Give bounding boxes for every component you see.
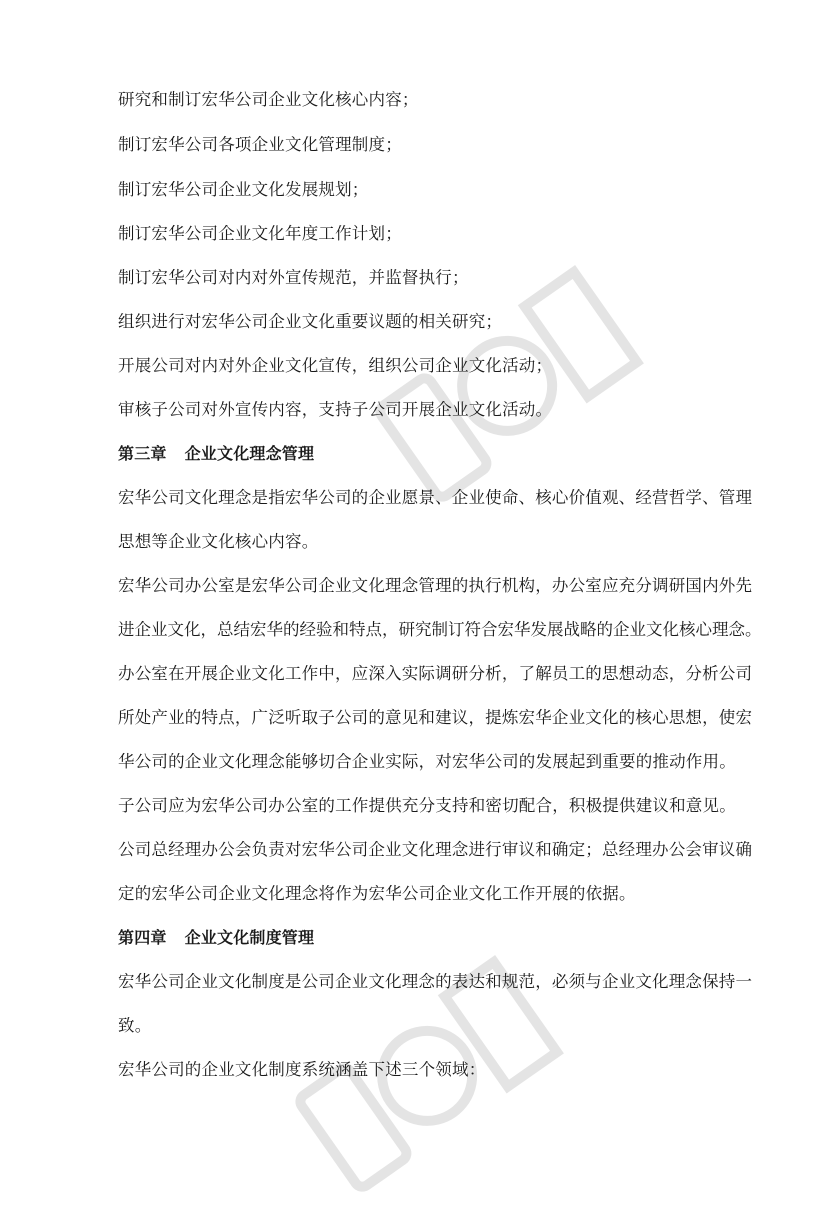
chapter-number: 第四章 [118,928,167,947]
list-item: 研究和制订宏华公司企业文化核心内容； [118,90,419,109]
list-item: 制订宏华公司对内对外宣传规范，并监督执行； [118,268,469,287]
list-item: 制订宏华公司各项企业文化管理制度； [118,135,402,154]
paragraph-line: 宏华公司办公室是宏华公司企业文化理念管理的执行机构，办公室应充分调研国内外先 [118,576,752,595]
paragraph-line: 宏华公司文化理念是指宏华公司的企业愿景、企业使命、核心价值观、经营哲学、管理 [118,488,752,507]
list-item: 审核子公司对外宣传内容，支持子公司开展企业文化活动。 [118,400,553,419]
paragraph-line: 办公室在开展企业文化工作中，应深入实际调研分析，了解员工的思想动态，分析公司 [118,664,752,683]
paragraph-line: 宏华公司企业文化制度是公司企业文化理念的表达和规范，必须与企业文化理念保持一 [118,972,752,991]
chapter-4-heading [118,928,314,948]
chapter-title: 企业文化理念管理 [184,444,315,463]
paragraph-line: 公司总经理办公会负责对宏华公司企业文化理念进行审议和确定；总经理办公会审议确 [118,840,752,859]
paragraph-line: 致。 [118,1016,152,1035]
paragraph-line: 宏华公司的企业文化制度系统涵盖下述三个领域： [118,1060,486,1079]
paragraph-line: 所处产业的特点，广泛听取子公司的意见和建议，提炼宏华企业文化的核心思想，使宏 [118,708,752,727]
paragraph-line: 定的宏华公司企业文化理念将作为宏华公司企业文化工作开展的依据。 [118,884,636,903]
list-item: 开展公司对内对外企业文化宣传，组织公司企业文化活动； [118,356,553,375]
paragraph-line: 思想等企业文化核心内容。 [118,532,319,551]
chapter-title: 企业文化制度管理 [184,928,315,947]
list-item: 制订宏华公司企业文化年度工作计划； [118,224,402,243]
chapter-3-heading [118,444,314,464]
paragraph-line: 子公司应为宏华公司办公室的工作提供充分支持和密切配合，积极提供建议和意见。 [118,796,736,815]
list-item: 组织进行对宏华公司企业文化重要议题的相关研究； [118,312,503,331]
chapter-number: 第三章 [118,444,167,463]
paragraph-line: 进企业文化，总结宏华的经验和特点，研究制订符合宏华发展战略的企业文化核心理念。 [118,620,762,639]
list-item: 制订宏华公司企业文化发展规划； [118,180,369,199]
paragraph-line: 华公司的企业文化理念能够切合企业实际，对宏华公司的发展起到重要的推动作用。 [118,752,736,771]
